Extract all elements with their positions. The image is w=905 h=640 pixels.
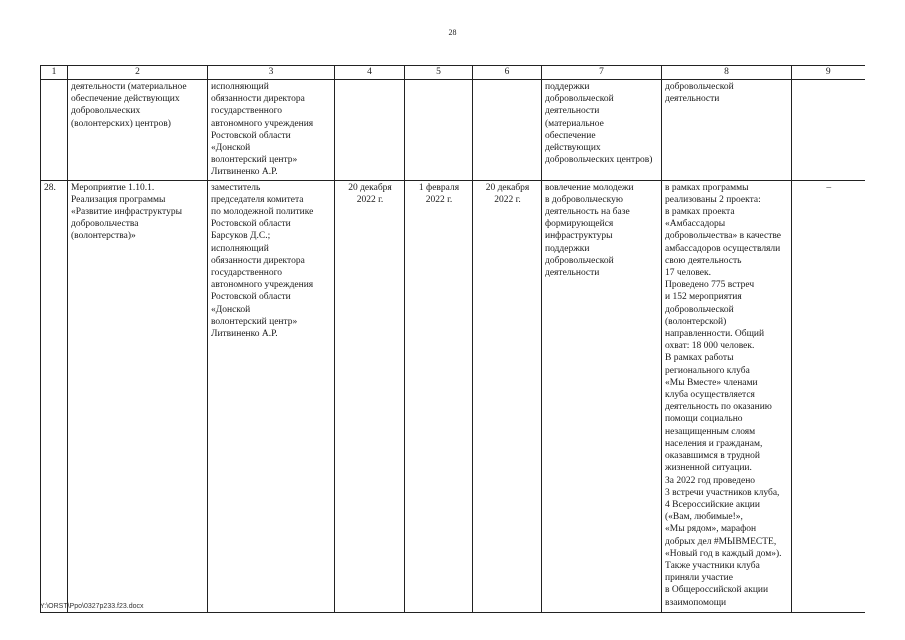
table-row-28 — [41, 180, 865, 612]
header-cell: 5 — [405, 66, 473, 80]
event-name-cell: деятельности (материальное обеспечение действующих добровольческих (волонтерских) центров) — [68, 80, 208, 181]
event-name-cell: Мероприятие 1.10.1. Реализация программы «Развитие инфраструктуры добровольчества (волонтерства)» — [68, 180, 208, 612]
row-number-cell: 28. — [41, 180, 68, 612]
date-cell — [335, 80, 405, 181]
table-row-continuation — [41, 80, 865, 181]
planned-end-date-cell: 20 декабря 2022 г. — [335, 180, 405, 612]
actual-end-date-cell: 20 декабря 2022 г. — [473, 180, 542, 612]
table-header-row — [41, 66, 865, 80]
actual-start-date-cell: 1 февраля 2022 г. — [405, 180, 473, 612]
header-cell: 4 — [335, 66, 405, 80]
page-number: 28 — [448, 28, 457, 37]
date-cell — [473, 80, 542, 181]
footer-file-path: Y:\ORST\Ppo\0327p233.f23.docx — [40, 603, 144, 610]
report-table — [40, 65, 865, 613]
header-cell: 9 — [792, 66, 865, 80]
expected-result-cell: вовлечение молодежи в добровольческую деятельность на базе формирующейся инфраструктуры поддержки добровольческой деятельности — [542, 180, 662, 612]
header-cell: 6 — [473, 66, 542, 80]
responsible-cell: исполняющий обязанности директора государственного автономного учреждения Ростовской области «Донской волонтерский центр» Литвиненко А.Р. — [208, 80, 335, 181]
notes-cell — [792, 80, 865, 181]
row-number-cell — [41, 80, 68, 181]
responsible-cell: заместитель председателя комитета по молодежной политике Ростовской области Барсуков Д.С.; исполняющий обязанности директора государственного автономного учреждения Ростовской области «Донской волонтерский центр» Литвиненко А.Р. — [208, 180, 335, 612]
expected-result-cell: поддержки добровольческой деятельности (материальное обеспечение действующих добровольческих центров) — [542, 80, 662, 181]
header-cell: 3 — [208, 66, 335, 80]
date-cell — [405, 80, 473, 181]
notes-cell: – — [792, 180, 865, 612]
header-cell: 2 — [68, 66, 208, 80]
header-cell: 7 — [542, 66, 662, 80]
actual-result-cell: в рамках программы реализованы 2 проекта: в рамках проекта «Амбассадоры добровольчества» в качестве амбассадоров осуществляли свою деятельность 17 человек. Проведено 775 встреч и 152 мероприятия добровольческой (волонтерской) направленности. Общий охват: 18 000 человек. В рамках работы регионального клуба «Мы Вместе» членами клуба осуществляется деятельность по оказанию помощи социально незащищенным слоям населения и гражданам, оказавшимся в трудной жизненной ситуации. За 2022 год проведено 3 встречи участников клуба, 4 Всероссийские акции («Вам, любимые!», «Мы рядом», марафон добрых дел #МЫВМЕСТЕ, «Новый год в каждый дом»). Также участники клуба приняли участие в Общероссийской акции взаимопомощи — [662, 180, 792, 612]
header-cell: 8 — [662, 66, 792, 80]
actual-result-cell: добровольческой деятельности — [662, 80, 792, 181]
header-cell: 1 — [41, 66, 68, 80]
